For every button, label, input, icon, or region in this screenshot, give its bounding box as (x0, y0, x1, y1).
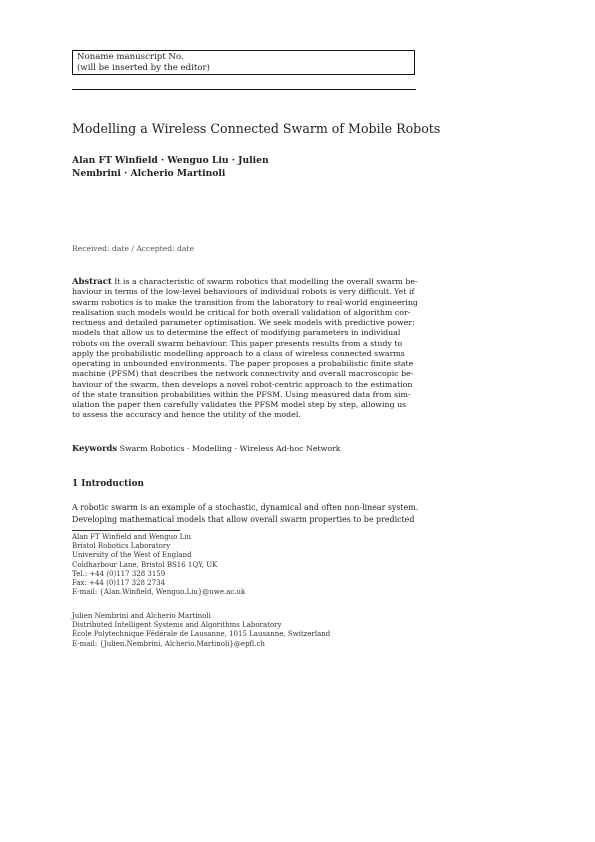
abstract-heading: Abstract (72, 276, 112, 286)
affiliation-line: Bristol Robotics Laboratory (72, 542, 171, 551)
abstract-line: haviour of the swarm, then develops a novel robot-centric approach to the estimation (72, 379, 413, 389)
abstract-line: realisation such models would be critical for both overall validation of algorithm cor- (72, 307, 411, 317)
affiliation-email: E-mail: {Julien.Nembrini, Alcherio.Martinoli}@epfl.ch (72, 639, 265, 648)
abstract-line: operating in unbounded environments. The paper proposes a probabilistic finite state (72, 359, 414, 368)
abstract-line: rectness and detailed parameter optimisation. We seek models with predictive power: (72, 318, 415, 327)
author-list (72, 154, 292, 180)
header-rule (72, 89, 416, 90)
affiliation-line: Coldharbour Lane, Bristol BS16 1QY, UK (72, 560, 218, 569)
affiliation-line: Julien Nembrini and Alcherio Martinoli (72, 612, 211, 620)
affiliation-line: Tel.: +44 (0)117 328 3159 (72, 569, 166, 578)
intro-paragraph (72, 502, 419, 526)
section-heading (72, 479, 144, 490)
abstract-line: haviour in terms of the low-level behaviours of individual robots is very difficult. Yet if (72, 287, 415, 297)
affiliation-epfl (72, 612, 392, 649)
footnote-rule (72, 530, 180, 531)
keywords (72, 443, 416, 454)
section-number: 1 (72, 479, 79, 489)
intro-line: Developing mathematical models that allow overall swarm properties to be predicted (72, 515, 415, 524)
abstract-line: of the state transition probabilities within the PFSM. Using measured data from sim- (72, 389, 411, 399)
affiliation-line: Distributed Intelligent Systems and Algorithms Laboratory (72, 621, 282, 630)
abstract-line: models that allow us to determine the effect of modifying parameters in individual (72, 328, 401, 338)
abstract-line: machine (PFSM) that describes the network connectivity and overall macroscopic be- (72, 369, 414, 379)
abstract-line: to assess the accuracy and hence the utility of the model. (72, 410, 301, 420)
abstract-line: apply the probabilistic modelling approach to a class of wireless connected swarms (72, 348, 405, 358)
author-line: Nembrini · Alcherio Martinoli (72, 168, 226, 179)
abstract-line: robots on the overall swarm behaviour. This paper presents results from a study to (72, 338, 403, 348)
affiliation-line: Alan FT Winfield and Wenguo Liu (72, 533, 192, 541)
manuscript-number-label: Noname manuscript No. (77, 52, 184, 62)
abstract-line: ulation the paper then carefully validates the PFSM model step by step, allowing us (72, 400, 407, 409)
affiliation-email: E-mail: {Alan.Winfield, Wenguo.Liu}@uwe.ac.uk (72, 588, 246, 597)
affiliation-line: University of the West of England (72, 551, 192, 560)
abstract-line: swarm robotics is to make the transition from the laboratory to real-world engineering (72, 297, 418, 307)
affiliation-line: Fax: +44 (0)117 328 2734 (72, 579, 165, 588)
received-date: Received: date / Accepted: date (72, 244, 194, 253)
abstract (72, 276, 416, 421)
paper-title: Modelling a Wireless Connected Swarm of Mobile Robots (72, 121, 441, 136)
manuscript-number-box (72, 50, 415, 75)
section-title: Introduction (81, 479, 144, 489)
affiliation-uwe (72, 533, 392, 597)
keywords-heading: Keywords (72, 443, 118, 453)
author-line: Alan FT Winfield · Wenguo Liu · Julien (72, 155, 269, 166)
keywords-text: Swarm Robotics · Modelling · Wireless Ad-hoc Network (117, 444, 341, 453)
editor-note: (will be inserted by the editor) (77, 63, 210, 73)
intro-line: A robotic swarm is an example of a stochastic, dynamical and often non-linear system. (72, 503, 419, 512)
abstract-line (72, 276, 416, 287)
abstract-text: It is a characteristic of swarm robotics that modelling the overall swarm be- (111, 277, 418, 286)
affiliation-line: École Polytechnique Fédérale de Lausanne, 1015 Lausanne, Switzerland (72, 630, 331, 639)
